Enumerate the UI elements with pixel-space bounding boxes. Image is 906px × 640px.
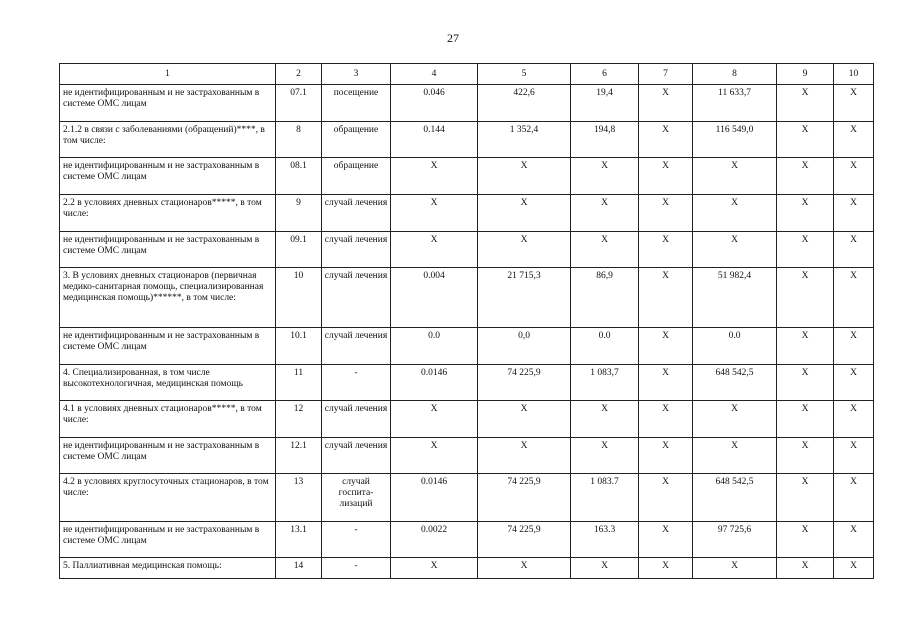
table-cell: X bbox=[478, 558, 571, 579]
column-header: 5 bbox=[478, 64, 571, 85]
table-row bbox=[60, 158, 874, 195]
table-cell: 10.1 bbox=[276, 328, 322, 365]
table-cell: 0.0 bbox=[571, 328, 639, 365]
column-header: 9 bbox=[777, 64, 834, 85]
row-label-cell: 2.2 в условиях дневных стационаров*****, в том числе: bbox=[60, 195, 276, 232]
table-cell: случай лечения bbox=[322, 232, 391, 268]
table-cell: 1 083,7 bbox=[571, 365, 639, 401]
table-cell: X bbox=[693, 438, 777, 474]
row-label-cell: не идентифицированным и не застрахованным в системе ОМС лицам bbox=[60, 522, 276, 558]
table-cell: 422,6 bbox=[478, 85, 571, 122]
table-cell: X bbox=[693, 195, 777, 232]
row-label-cell: 4.1 в условиях дневных стационаров*****, в том числе: bbox=[60, 401, 276, 438]
table-cell: 0.004 bbox=[391, 268, 478, 328]
table-cell: 1 352,4 bbox=[478, 122, 571, 158]
table-cell: 0.0146 bbox=[391, 365, 478, 401]
table-row bbox=[60, 365, 874, 401]
table-row bbox=[60, 268, 874, 328]
table-cell: 116 549,0 bbox=[693, 122, 777, 158]
table-cell: случай госпита-лизаций bbox=[322, 474, 391, 522]
table-cell: X bbox=[391, 232, 478, 268]
row-label-cell: 4. Специализированная, в том числе высокотехнологичная, медицинская помощь bbox=[60, 365, 276, 401]
table-cell: X bbox=[693, 558, 777, 579]
table-cell: X bbox=[639, 195, 693, 232]
table-cell: 21 715,3 bbox=[478, 268, 571, 328]
table-cell: X bbox=[834, 438, 874, 474]
table-cell: X bbox=[478, 401, 571, 438]
table-cell: 11 bbox=[276, 365, 322, 401]
table-cell: 07.1 bbox=[276, 85, 322, 122]
table-cell: 0.0022 bbox=[391, 522, 478, 558]
table-cell: X bbox=[777, 85, 834, 122]
table-cell: 13 bbox=[276, 474, 322, 522]
row-label-cell: 5. Паллиативная медицинская помощь: bbox=[60, 558, 276, 579]
table-cell: X bbox=[639, 365, 693, 401]
table-cell: X bbox=[571, 401, 639, 438]
row-label-cell: 2.1.2 в связи с заболеваниями (обращений)****, в том числе: bbox=[60, 122, 276, 158]
row-label-cell: 4.2 в условиях круглосуточных стационаров, в том числе: bbox=[60, 474, 276, 522]
table-cell: X bbox=[777, 122, 834, 158]
row-label-cell: не идентифицированным и не застрахованным в системе ОМС лицам bbox=[60, 438, 276, 474]
table-row bbox=[60, 401, 874, 438]
table-cell: - bbox=[322, 522, 391, 558]
table-cell: X bbox=[639, 438, 693, 474]
table-cell: 163.3 bbox=[571, 522, 639, 558]
table-cell: X bbox=[639, 268, 693, 328]
column-header: 8 bbox=[693, 64, 777, 85]
column-header: 4 bbox=[391, 64, 478, 85]
table-cell: X bbox=[639, 328, 693, 365]
table-cell: 74 225,9 bbox=[478, 365, 571, 401]
table-cell: 194,8 bbox=[571, 122, 639, 158]
table-cell: случай лечения bbox=[322, 328, 391, 365]
table-cell: X bbox=[834, 268, 874, 328]
table-cell: X bbox=[834, 365, 874, 401]
table-cell: X bbox=[834, 558, 874, 579]
table-cell: случай лечения bbox=[322, 268, 391, 328]
table-cell: X bbox=[834, 195, 874, 232]
table-cell: 1 083.7 bbox=[571, 474, 639, 522]
table-row bbox=[60, 328, 874, 365]
table-body bbox=[60, 85, 874, 579]
table-cell: 12 bbox=[276, 401, 322, 438]
table-row bbox=[60, 122, 874, 158]
table-cell: 0.0 bbox=[391, 328, 478, 365]
table-cell: X bbox=[391, 158, 478, 195]
table-cell: обращение bbox=[322, 158, 391, 195]
table-cell: 08.1 bbox=[276, 158, 322, 195]
table-cell: X bbox=[777, 522, 834, 558]
table-cell: 0,0 bbox=[478, 328, 571, 365]
table-cell: 13.1 bbox=[276, 522, 322, 558]
table-cell: 0.0 bbox=[693, 328, 777, 365]
table-cell: X bbox=[777, 438, 834, 474]
column-header: 3 bbox=[322, 64, 391, 85]
table-cell: X bbox=[639, 232, 693, 268]
column-header: 1 bbox=[60, 64, 276, 85]
table-cell: X bbox=[571, 195, 639, 232]
table-cell: - bbox=[322, 558, 391, 579]
table-cell: 97 725,6 bbox=[693, 522, 777, 558]
table-cell: X bbox=[777, 365, 834, 401]
table-cell: X bbox=[834, 85, 874, 122]
table-cell: случай лечения bbox=[322, 438, 391, 474]
table-cell: X bbox=[571, 438, 639, 474]
table-row bbox=[60, 232, 874, 268]
table-cell: 8 bbox=[276, 122, 322, 158]
table-row bbox=[60, 474, 874, 522]
table-cell: X bbox=[834, 122, 874, 158]
table-cell: обращение bbox=[322, 122, 391, 158]
table-cell: X bbox=[693, 401, 777, 438]
row-label-cell: не идентифицированным и не застрахованным в системе ОМС лицам bbox=[60, 328, 276, 365]
table-cell: случай лечения bbox=[322, 195, 391, 232]
table-cell: X bbox=[777, 474, 834, 522]
table-cell: 0.0146 bbox=[391, 474, 478, 522]
table-cell: X bbox=[834, 232, 874, 268]
row-label-cell: 3. В условиях дневных стационаров (первичная медико-санитарная помощь, специализированная медицинская помощь)******, в том числе: bbox=[60, 268, 276, 328]
table-cell: X bbox=[693, 232, 777, 268]
table-cell: - bbox=[322, 365, 391, 401]
table-cell: X bbox=[391, 401, 478, 438]
table-cell: X bbox=[639, 122, 693, 158]
table-cell: X bbox=[777, 268, 834, 328]
table-cell: X bbox=[571, 558, 639, 579]
table-cell: X bbox=[777, 158, 834, 195]
table-cell: 74 225,9 bbox=[478, 474, 571, 522]
table-cell: X bbox=[639, 558, 693, 579]
table-cell: 10 bbox=[276, 268, 322, 328]
row-label-cell: не идентифицированным и не застрахованным в системе ОМС лицам bbox=[60, 232, 276, 268]
table-cell: 9 bbox=[276, 195, 322, 232]
table-cell: X bbox=[571, 158, 639, 195]
table-cell: X bbox=[777, 558, 834, 579]
table-cell: X bbox=[777, 401, 834, 438]
table-cell: X bbox=[391, 558, 478, 579]
data-table bbox=[59, 63, 874, 579]
row-label-cell: не идентифицированным и не застрахованным в системе ОМС лицам bbox=[60, 158, 276, 195]
table-cell: случай лечения bbox=[322, 401, 391, 438]
table-header-row bbox=[60, 64, 874, 85]
table-row bbox=[60, 438, 874, 474]
table-row bbox=[60, 195, 874, 232]
table-cell: X bbox=[478, 195, 571, 232]
column-header: 10 bbox=[834, 64, 874, 85]
table-cell: 09.1 bbox=[276, 232, 322, 268]
table-cell: 648 542,5 bbox=[693, 365, 777, 401]
column-header: 6 bbox=[571, 64, 639, 85]
table-cell: посещение bbox=[322, 85, 391, 122]
column-header: 7 bbox=[639, 64, 693, 85]
table-cell: X bbox=[834, 522, 874, 558]
table-cell: 11 633,7 bbox=[693, 85, 777, 122]
table-cell: X bbox=[478, 438, 571, 474]
table-cell: X bbox=[834, 401, 874, 438]
table-cell: 0.144 bbox=[391, 122, 478, 158]
table-cell: X bbox=[777, 328, 834, 365]
table-cell: X bbox=[391, 438, 478, 474]
table-cell: 648 542,5 bbox=[693, 474, 777, 522]
table-cell: X bbox=[777, 195, 834, 232]
table-cell: X bbox=[777, 232, 834, 268]
table-cell: 12.1 bbox=[276, 438, 322, 474]
table-cell: X bbox=[834, 474, 874, 522]
table-cell: 14 bbox=[276, 558, 322, 579]
table-row bbox=[60, 522, 874, 558]
table-cell: 19,4 bbox=[571, 85, 639, 122]
row-label-cell: не идентифицированным и не застрахованным в системе ОМС лицам bbox=[60, 85, 276, 122]
table-cell: X bbox=[639, 401, 693, 438]
table-cell: X bbox=[639, 85, 693, 122]
table-cell: X bbox=[693, 158, 777, 195]
table-row bbox=[60, 85, 874, 122]
table-cell: X bbox=[834, 328, 874, 365]
table-cell: X bbox=[639, 158, 693, 195]
table-cell: X bbox=[478, 158, 571, 195]
table-cell: X bbox=[834, 158, 874, 195]
page-number: 27 bbox=[447, 31, 459, 45]
table-cell: X bbox=[639, 522, 693, 558]
table-cell: X bbox=[639, 474, 693, 522]
table-row bbox=[60, 558, 874, 579]
table-cell: 74 225,9 bbox=[478, 522, 571, 558]
table-cell: 51 982,4 bbox=[693, 268, 777, 328]
table-cell: X bbox=[478, 232, 571, 268]
table-cell: 0.046 bbox=[391, 85, 478, 122]
table-cell: X bbox=[571, 232, 639, 268]
column-header: 2 bbox=[276, 64, 322, 85]
table-cell: X bbox=[391, 195, 478, 232]
table-cell: 86,9 bbox=[571, 268, 639, 328]
